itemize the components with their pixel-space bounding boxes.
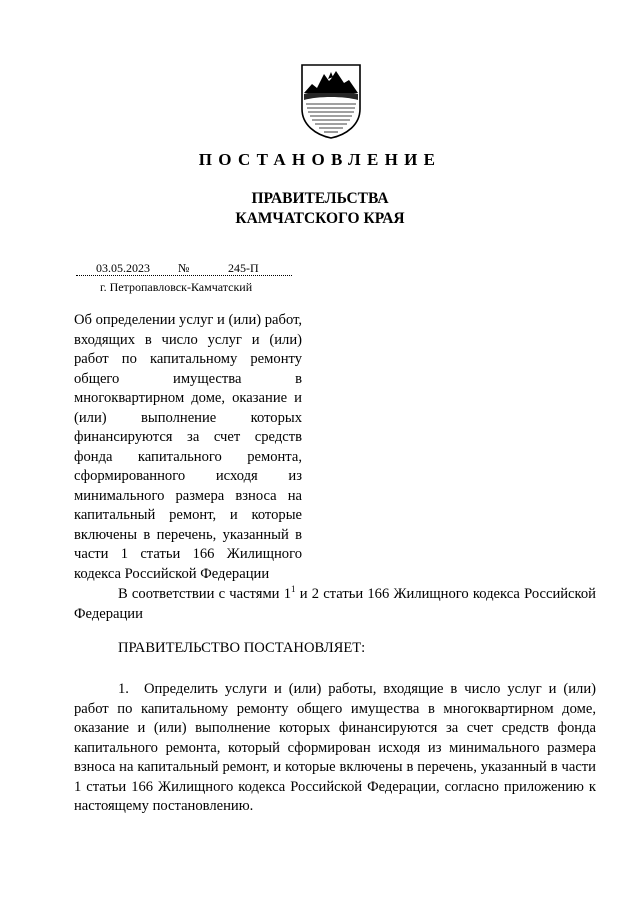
issuer-line-2: КАМЧАТСКОГО КРАЯ (235, 210, 405, 227)
document-type-heading: ПОСТАНОВЛЕНИЕ (198, 150, 442, 169)
preamble-paragraph (74, 585, 596, 624)
kamchatka-coat-of-arms-icon (300, 63, 362, 139)
number-sign: № (178, 261, 190, 275)
preamble-text-after: и 2 статьи 166 Жилищного кодекса Российской Федерации (74, 586, 596, 622)
preamble-superscript: 1 (291, 584, 296, 595)
document-number: 245-П (228, 261, 259, 275)
point-1 (74, 680, 596, 817)
resolves-heading: ПРАВИТЕЛЬСТВО ПОСТАНОВЛЯЕТ: (118, 640, 366, 656)
point-1-number: 1. (118, 681, 129, 697)
document-title: Об определении услуг и (или) работ, входящих в число услуг и (или) работ по капитальному ремонту общего имущества в многоквартирном доме, оказание и (или) выполнение которых финансируются за счет средств фонда капитального ремонта, сформированного исходя из минимального размера взноса на капитальный ремонт, и которые включены в перечень, указанный в части 1 статьи 166 Жилищного кодекса Российской Федерации (74, 312, 302, 582)
city-label: г. Петропавловск-Камчатский (100, 280, 253, 294)
document-date: 03.05.2023 (96, 261, 150, 275)
issuer-line-1: ПРАВИТЕЛЬСТВА (251, 190, 389, 207)
issuer-heading (0, 189, 640, 229)
date-number-line (76, 261, 292, 277)
point-1-text: Определить услуги и (или) работы, входящие в число услуг и (или) работ по капитальному ремонту общего имущества в многоквартирном доме, оказание и (или) выполнение которых финансируются за счет средств фонда капитального ремонта, который сформирован исходя из минимального размера взноса на капитальный ремонт, и которые включены в перечень, указанный в части 1 статьи 166 Жилищного кодекса Российской Федерации, согласно приложению к настоящему постановлению. (74, 681, 596, 814)
preamble-text-before: В соответствии с частями 1 (118, 586, 291, 602)
